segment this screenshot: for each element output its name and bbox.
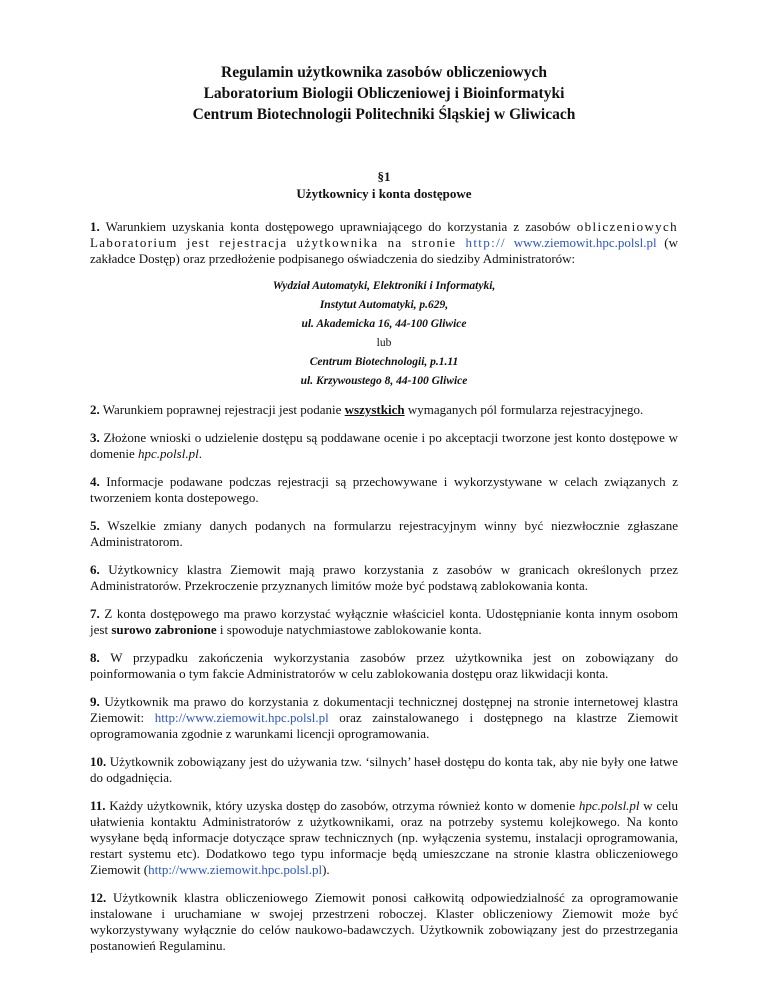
paragraph-text: Warunkiem uzyskania konta dostępowego uprawniającego do korzystania z zasobów: [105, 219, 571, 234]
paragraph-1: [90, 219, 678, 267]
address-line: Wydział Automatyki, Elektroniki i Informatyki,: [272, 280, 496, 292]
title-line-2: Laboratorium Biologii Obliczeniowej i Bioinformatyki: [203, 85, 565, 102]
section-title: Użytkownicy i konta dostępowe: [296, 186, 472, 201]
paragraph-text: Wszelkie zmiany danych podanych na formularzu rejestracyjnym winny być niezwłocznie zgłaszane Administratorom.: [90, 518, 678, 549]
paragraph-number: 1.: [90, 219, 100, 234]
website-link[interactable]: http://www.ziemowit.hpc.polsl.pl: [148, 862, 323, 877]
domain-name: hpc.polsl.pl: [138, 446, 199, 461]
domain-name: hpc.polsl.pl: [578, 798, 640, 813]
paragraph-number: 10.: [90, 754, 107, 769]
address-line: Centrum Biotechnologii, p.1.11: [309, 356, 459, 368]
paragraph-7: [90, 606, 678, 638]
address-line: ul. Akademicka 16, 44-100 Gliwice: [301, 318, 467, 330]
website-link-part1[interactable]: http://: [465, 235, 506, 250]
paragraph-text: ).: [322, 862, 330, 877]
paragraph-number: 7.: [90, 606, 100, 621]
address-block: [90, 277, 678, 391]
paragraph-4: [90, 474, 678, 506]
paragraph-text: Warunkiem poprawnej rejestracji jest podanie: [99, 402, 345, 417]
paragraph-text: Użytkownik klastra obliczeniowego Ziemowit ponosi całkowitą odpowiedzialność za oprogramowanie instalowane i uruchamiane w swojej przestrzeni roboczej. Klaster obliczeniowy Ziemowit może być wykorzystywany wyłącznie do celów naukowo-badawczych. Użytkownik zobowiązany jest do przestrzegania postanowień Regulaminu.: [90, 890, 678, 953]
emphasis-underline: wszystkich: [344, 402, 405, 417]
website-link[interactable]: http://www.ziemowit.hpc.polsl.pl: [154, 710, 329, 725]
paragraph-text: Użytkownik zobowiązany jest do używania tzw. ‘silnych’ haseł dostępu do konta tak, aby nie były one łatwe do odgadnięcia.: [90, 754, 678, 785]
paragraph-number: 3.: [90, 430, 100, 445]
paragraph-number: 6.: [90, 562, 100, 577]
paragraph-text: .: [198, 446, 202, 461]
paragraph-5: [90, 518, 678, 550]
paragraph-text: Każdy użytkownik, który uzyska dostęp do zasobów, otrzyma również konto w domenie: [105, 798, 579, 813]
paragraph-text: wymaganych pól formularza rejestracyjnego.: [404, 402, 644, 417]
paragraph-text: Użytkownicy klastra Ziemowit mają prawo korzystania z zasobów w granicach określonych przez Administratorów. Przekroczenie przyznanych limitów może być podstawą zablokowania konta.: [90, 562, 678, 593]
paragraph-text-spaced: obliczeniowych Laboratorium jest rejestracja użytkownika na stronie: [90, 219, 679, 250]
paragraph-number: 9.: [90, 694, 100, 709]
paragraph-number: 5.: [90, 518, 100, 533]
paragraph-8: [90, 650, 678, 682]
paragraph-number: 11.: [90, 798, 106, 813]
paragraph-number: 2.: [90, 402, 100, 417]
address-line: Instytut Automatyki, p.629,: [319, 299, 449, 311]
paragraph-6: [90, 562, 678, 594]
paragraph-text: Informacje podawane podczas rejestracji są przechowywane i wykorzystywane w celach związanych z tworzeniem konta dostepowego.: [90, 474, 678, 505]
paragraph-2: [90, 402, 678, 418]
paragraph-number: 4.: [90, 474, 100, 489]
section-number: §1: [377, 169, 391, 184]
paragraph-text: Złożone wnioski o udzielenie dostępu są poddawane ocenie i po akceptacji tworzone jest konto dostępowe w domenie: [90, 430, 678, 461]
paragraph-9: [90, 694, 678, 742]
paragraph-12: [90, 890, 678, 954]
website-link-part2[interactable]: www.ziemowit.hpc.polsl.pl: [513, 235, 657, 250]
paragraph-text: Użytkownik ma prawo do korzystania z dokumentacji technicznej dostępnej na stronie internetowej klastra Ziemowit:: [90, 694, 678, 725]
paragraph-10: [90, 754, 678, 786]
paragraph-number: 12.: [90, 890, 107, 905]
address-or: lub: [376, 337, 392, 349]
paragraph-text: w celu ułatwienia kontaktu Administratorów z użytkownikami, oraz na potrzeby systemu kolejkowego. Na konto wysyłane będą informacje dotyczące spraw technicznych (np. wyłączenia systemu, instalacji oprogramowania, restart systemu etc). Dodatkowo tego typu informacje będą umieszczane na stronie klastra obliczeniowego Ziemowit (: [90, 798, 678, 877]
paragraph-3: [90, 430, 678, 462]
paragraph-number: 8.: [90, 650, 100, 665]
title-line-3: Centrum Biotechnologii Politechniki Śląskiej w Gliwicach: [192, 106, 576, 123]
document-title: [90, 62, 678, 125]
paragraph-text: oraz zainstalowanego i dostępnego na klastrze Ziemowit oprogramowania zgodnie z warunkami licencji oprogramowania.: [90, 710, 678, 741]
paragraph-text: (w zakładce Dostęp) oraz przedłożenie podpisanego oświadczenia do siedziby Administratorów:: [90, 235, 678, 266]
paragraph-text: i spowoduje natychmiastowe zablokowanie konta.: [216, 622, 482, 637]
paragraph-text: W przypadku zakończenia wykorzystania zasobów przez użytkownika jest on zobowiązany do poinformowania o tym fakcie Administratorów w celu zablokowania dostępu oraz likwidacji konta.: [90, 650, 678, 681]
paragraph-text: Z konta dostępowego ma prawo korzystać wyłącznie właściciel konta. Udostępnianie konta innym osobom jest: [90, 606, 678, 637]
emphasis-bold: surowo zabronione: [111, 622, 217, 637]
paragraph-11: [90, 798, 678, 878]
section-heading: [90, 168, 678, 202]
address-line: ul. Krzywoustego 8, 44-100 Gliwice: [300, 375, 468, 387]
title-line-1: Regulamin użytkownika zasobów obliczeniowych: [221, 64, 547, 81]
